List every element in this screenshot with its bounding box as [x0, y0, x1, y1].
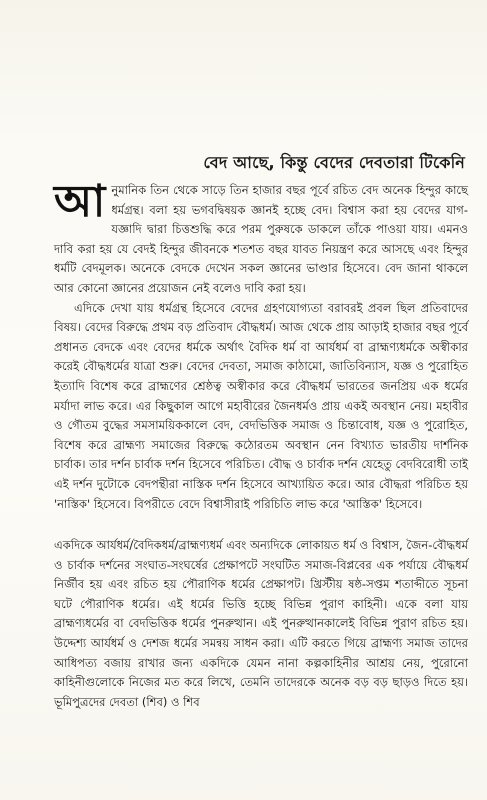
drop-cap: আ [54, 176, 106, 227]
paragraph-2: এদিকে দেখা যায় ধর্মগ্রন্থ হিসেবে বেদের গ্রহণযোগ্যতা বরাবরই প্রবল ছিল প্রতিবাদের বিষয়। বেদের বিরুদ্ধে প্রথম বড় প্রতিবাদ বৌদ্ধধর্ম। আজ থেকে প্রায় আড়াই হাজার বছর পূর্বে প্রধানত বেদকে এবং বেদের ধর্মকে অর্থাৎ বৈদিক ধর্ম বা আর্যধর্ম বা ব্রাহ্মণ্যধর্মকে অস্বীকার করেই বৌদ্ধধর্মের যাত্রা শুরু। বেদের দেবতা, সমাজ কাঠামো, জাতিবিন্যাস, যজ্ঞ ও পুরোহিত ইত্যাদি বিশেষ করে ব্রাহ্মণের শ্রেষ্ঠত্ব অস্বীকার করে বৌদ্ধধর্ম ভারতের জনপ্রিয় এক ধর্মের মর্যাদা লাভ করে। এর কিছুকাল আগে মহাবীরের জৈনধর্মও প্রায় একই অবস্থান নেয়। মহাবীর ও গৌতম বুদ্ধের সমসাময়িককালে বেদ, বেদভিত্তিক সমাজ ও চিন্তাবোধ, যজ্ঞ ও পুরোহিত, বিশেষ করে ব্রাহ্মণ্য সমাজের বিরুদ্ধে কঠোরতম অবস্থান নেন বিখ্যাত ভারতীয় দার্শনিক চার্বাক। তার দর্শন চার্বাক দর্শন হিসেবে পরিচিত। বৌদ্ধ ও চার্বাক দর্শন যেহেতু বেদবিরোধী তাই এই দর্শন দুটোকে বেদপন্থীরা নাস্তিক দর্শন হিসেবে আখ্যায়িত করে। আর বৌদ্ধরা পরিচিত হয় 'নাস্তিক' হিসেবে। বিপরীতে বেদে বিশ্বাসীরাই পরিচিতি লাভ করে 'আস্তিক' হিসেবে। [54, 300, 468, 511]
paragraph-1 [54, 176, 468, 299]
paragraph-1-text: নুমানিক তিন থেকে সাড়ে তিন হাজার বছর পূর্বে রচিত বেদ অনেক হিন্দুর কাছে ধর্মগ্রন্থ। বলা হয় ভগবদ্বিষয়ক জ্ঞানই হচ্ছে বেদ। বিশ্বাস করা হয় বেদের যাগ-যজ্ঞাদি দ্বারা চিত্তশুদ্ধি করে পরম পুরুষকে ডাকলে তাঁকে পাওয়া যায়। এমনও দাবি করা হয় যে বেদই হিন্দুর জীবনকে শতশত বছর যাবত নিয়ন্ত্রণ করে আসছে এবং হিন্দুর ধর্মটি বেদমূলক। অনেকে বেদকে দেখেন সকল জ্ঞানের ভাণ্ডার হিসেবে। বেদ জানা থাকলে আর কোনো জ্ঞানের প্রয়োজন নেই বলেও দাবি করা হয়। [54, 183, 468, 295]
paragraph-3: একদিকে আর্যধর্ম/বৈদিকধর্ম/ব্রাহ্মণ্যধর্ম এবং অন্যদিকে লোকায়ত ধর্ম ও বিশ্বাস, জৈন-বৌদ্ধধর্ম ও চার্বাক দর্শনের সংঘাত-সংঘর্ষের প্রেক্ষাপটে সংঘটিত সমাজ-বিপ্লবের এক পর্যায়ে বৌদ্ধধর্ম নির্জীব হয় এবং রচিত হয় পৌরাণিক ধর্মের প্রেক্ষাপট। খ্রিস্টীয় ষষ্ঠ-সপ্তম শতাব্দীতে সূচনা ঘটে পৌরাণিক ধর্মের। এই ধর্মের ভিত্তি হচ্ছে বিভিন্ন পুরাণ কাহিনী। একে বলা যায় ব্রাহ্মণ্যধর্মের বা বেদভিত্তিক ধর্মের পুনরুত্থান। এই পুনরুত্থানকালেই বিভিন্ন পুরাণ রচিত হয়। উদ্দেশ্য আর্যধর্ম ও দেশজ ধর্মের সমন্বয় সাধন করা। এটি করতে গিয়ে ব্রাহ্মণ্য সমাজ তাদের আধিপত্য বজায় রাখার জন্য একদিকে যেমন নানা কল্পকাহিনীর আশ্রয় নেয়, পুরোনো কাহিনীগুলোকে নিজের মত করে লিখে, তেমনি তাদেরকে অনেক বড় বড় ছাড়ও দিতে হয়। ভূমিপুত্রদের দেবতা (শিব) ও শিব [54, 538, 468, 709]
body-text [54, 176, 468, 712]
page-top-margin [0, 0, 487, 150]
paragraph-spacer [54, 514, 468, 536]
chapter-heading: বেদ আছে, কিন্তু বেদের দেবতারা টিকেনি [203, 153, 465, 172]
